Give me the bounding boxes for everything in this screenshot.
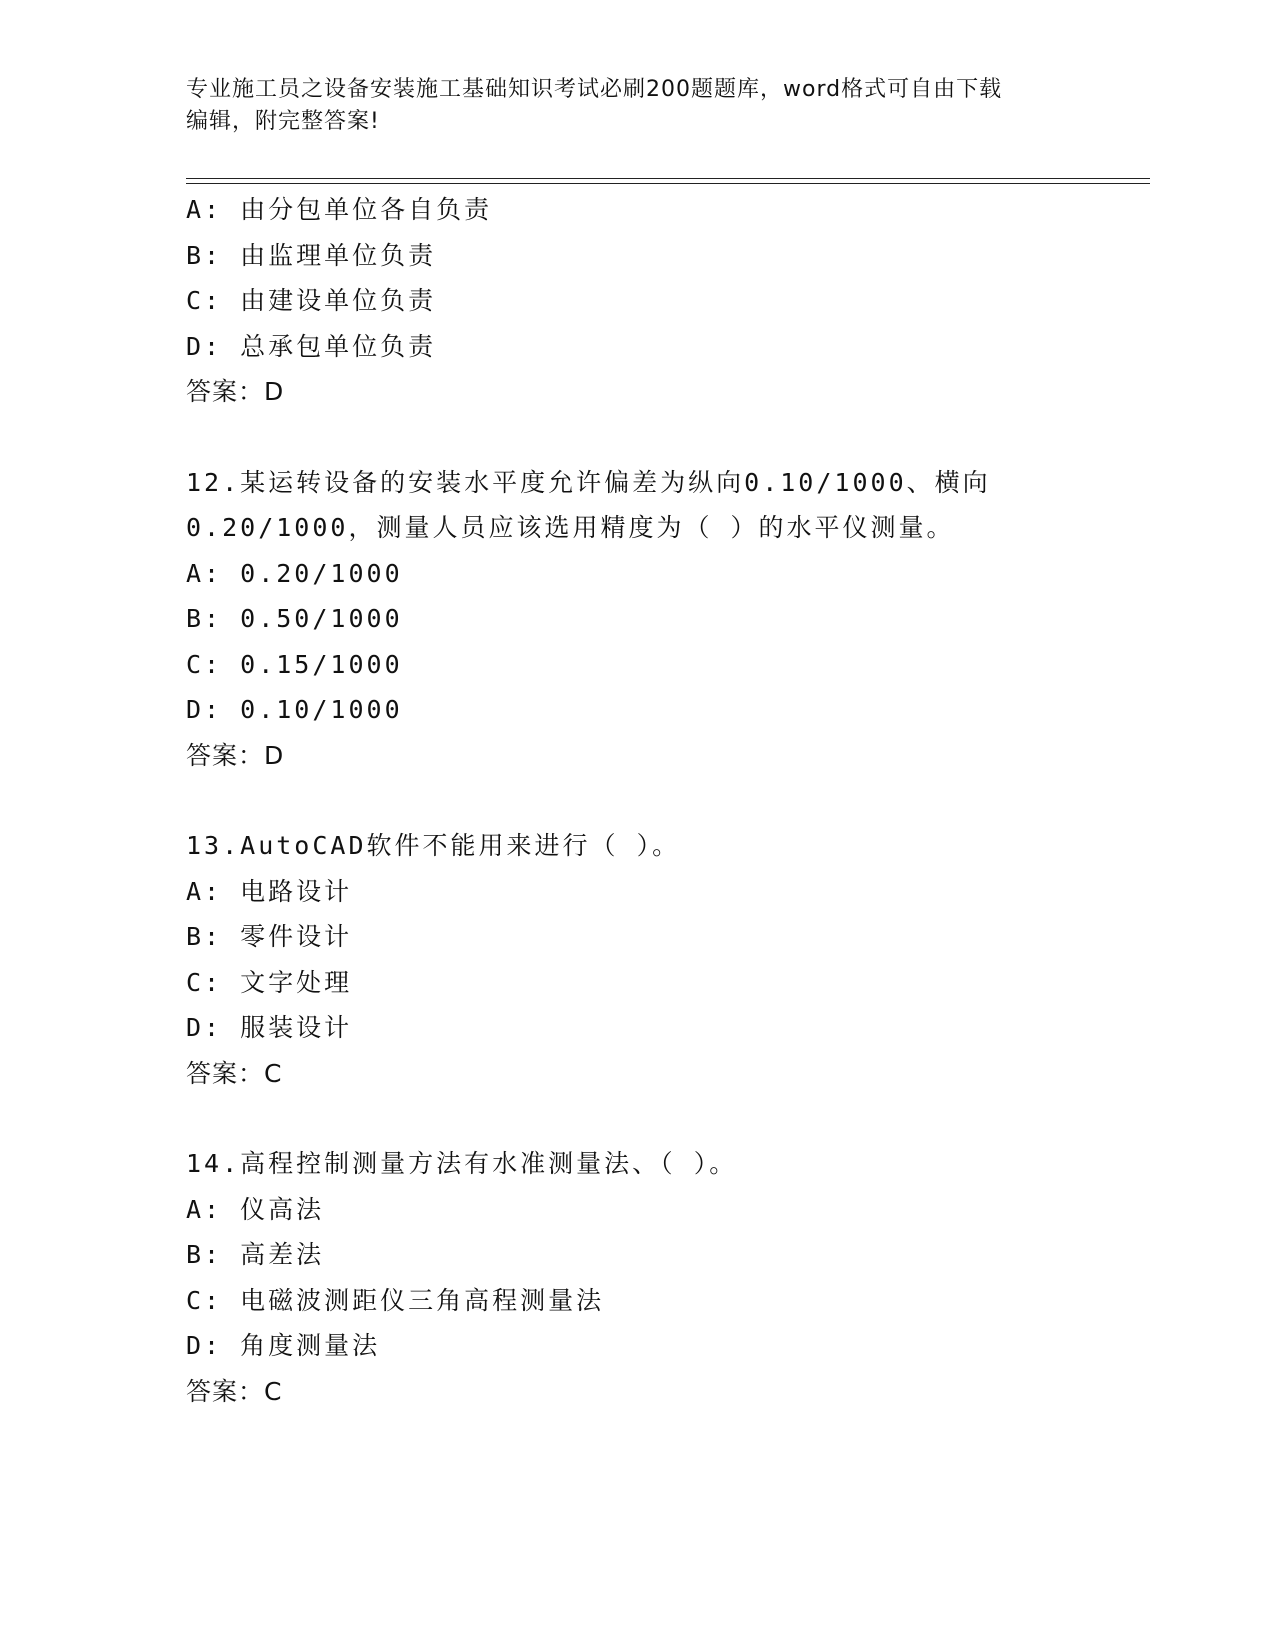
option-a: A: 由分包单位各自负责 bbox=[186, 195, 493, 224]
question-stem-line1: 12.某运转设备的安装水平度允许偏差为纵向0.10/1000、横向 bbox=[186, 467, 991, 497]
question-list bbox=[186, 187, 1146, 1414]
header-divider-bottom bbox=[186, 183, 1150, 184]
answer-line: 答案：C bbox=[186, 1376, 283, 1406]
answer-line: 答案：D bbox=[186, 740, 285, 770]
question-stem-line2: 0.20/1000，测量人员应该选用精度为（ ）的水平仪测量。 bbox=[186, 513, 955, 542]
option-a: A: 仪高法 bbox=[186, 1194, 325, 1224]
option-b: B: 高差法 bbox=[186, 1240, 325, 1269]
question-stem-line1: 13.AutoCAD软件不能用来进行（ ）。 bbox=[186, 831, 681, 860]
option-b: B: 零件设计 bbox=[186, 922, 353, 951]
option-d: D: 0.10/1000 bbox=[186, 695, 403, 724]
question-11 bbox=[186, 187, 1146, 415]
question-12 bbox=[186, 460, 1146, 779]
option-c: C: 由建设单位负责 bbox=[186, 286, 437, 315]
answer-line: 答案：D bbox=[186, 377, 285, 406]
option-c: C: 电磁波测距仪三角高程测量法 bbox=[186, 1285, 605, 1315]
document-header bbox=[186, 74, 1086, 138]
answer-line: 答案：C bbox=[186, 1058, 283, 1088]
option-a: A: 0.20/1000 bbox=[186, 558, 403, 588]
option-c: C: 0.15/1000 bbox=[186, 649, 403, 679]
option-c: C: 文字处理 bbox=[186, 967, 353, 997]
option-b: B: 由监理单位负责 bbox=[186, 240, 437, 270]
spacer bbox=[186, 1096, 1146, 1141]
spacer bbox=[186, 415, 1146, 460]
question-14 bbox=[186, 1141, 1146, 1414]
question-stem-line1: 14.高程控制测量方法有水准测量法、（ ）。 bbox=[186, 1149, 738, 1178]
option-b: B: 0.50/1000 bbox=[186, 604, 403, 633]
header-title-line1: 专业施工员之设备安装施工基础知识考试必刷200题题库，word格式可自由下载 bbox=[186, 77, 1003, 102]
option-d: D: 角度测量法 bbox=[186, 1331, 381, 1360]
option-d: D: 总承包单位负责 bbox=[186, 331, 437, 361]
header-title-line2: 编辑，附完整答案! bbox=[186, 109, 380, 134]
question-13 bbox=[186, 823, 1146, 1096]
option-d: D: 服装设计 bbox=[186, 1013, 353, 1042]
option-a: A: 电路设计 bbox=[186, 876, 353, 906]
spacer bbox=[186, 778, 1146, 823]
header-divider-top bbox=[186, 178, 1150, 179]
